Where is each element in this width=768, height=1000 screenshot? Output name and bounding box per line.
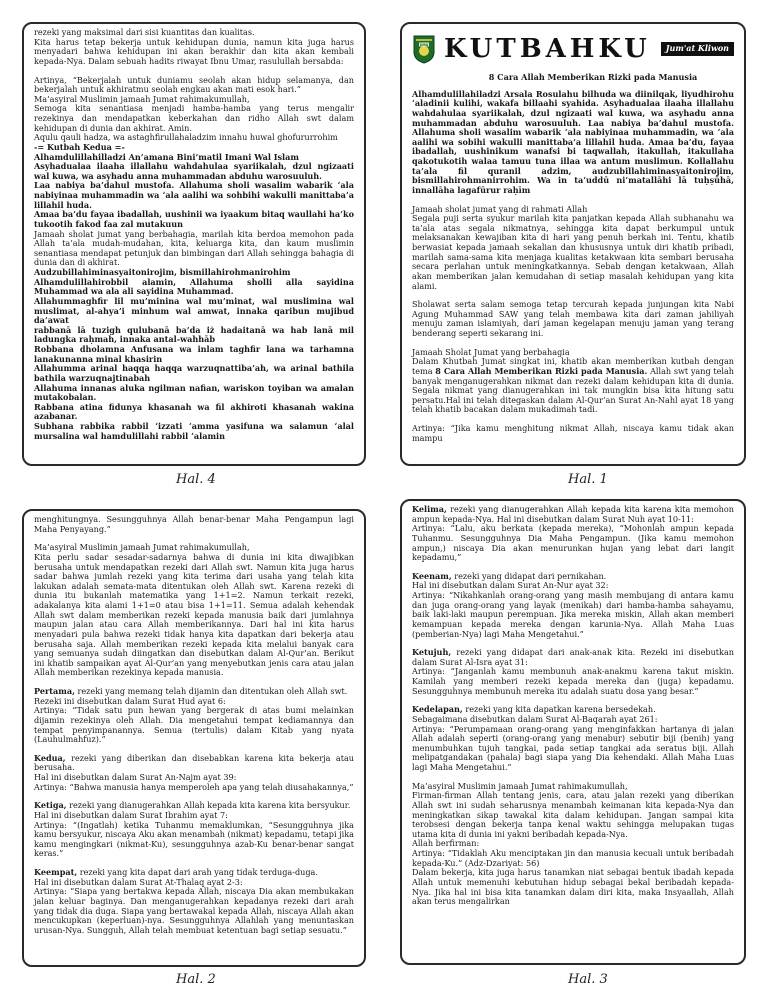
paragraph: Aqulu qauli hadza, wa astaghfirullahaladzim innahu huwal ghofururrohim (34, 132, 338, 143)
paragraph: Segala puji serta syukur marilah kita panjatkan kepada Allah subhanahu wa ta’ala atas segala nikmatnya, sehingga kita dapat berkumpul untuk melaksanakan kewajiban kita di hari yang penuh berkah ini. Tentu, khatib berwasiat kepada jamaah sekalian dan khususnya untuk diri khatib pribadi, marilah sama-sama kita menjaga kualitas ketakwaan kita sembari berusaha secara perlahan untuk meningkatkannya. Sebab dengan ketakwaan, Allah akan memberikan jalan kemudahan di setiap masalah kehidupan yang kita alami. (412, 213, 734, 291)
paragraph: Allahummaghfir lil mu’minina wal mu’minat, wal muslimina wal muslimat, al-ahya’i minhum wal amwat, innaka qaribun mujibud da’awat (34, 295, 354, 326)
paragraph: Artinya: “(Ingatlah) ketika Tuhanmu memaklumkan, “Sesungguhnya jika kamu bersyukur, niscaya Aku akan menambah (nikmat) kepadamu, tetapi jika kamu mengingkari (nikmat-Ku), sesungguhnya azab-Ku benar-benar sangat keras.” (34, 819, 354, 859)
paragraph: Hal ini disebutkan dalam Surat At-Thalaq ayat 2-3: (34, 876, 243, 887)
logo-text: SMA (419, 43, 429, 47)
page-content (34, 515, 354, 935)
paragraph: Firman-firman Allah tentang jenis, cara, atau jalan rezeki yang diberikan Allah swt ini sudah seharusnya menambah keimanan kita kepada-Nya dan meningkatkan sikap tawakal kita dalam kehidupan. Jangan sampai kita terobsesi dengan bekerja tanpa kenal waktu sehingga melupakan tugas utama kita di dunia ini yakni beribadah kepada-Nya. (412, 790, 734, 839)
paragraph: Kita harus tetap bekerja untuk kehidupan dunia, namun kita juga harus menyadari bahwa kehidupan ini akan berakhir dan kita akan kembali kepada-Nya. Dalam sebuah hadits riwayat Ibnu Umar, rasulullah bersabda: (34, 36, 354, 66)
paragraph: Semoga kita senantiasa menjadi hamba-hamba yang terus mengalir rezekinya dan mendapatkan keberkahan dan ridho Allah swt dalam kehidupan di dunia dan akhirat. Amin. (34, 103, 354, 133)
paragraph: Subhana rabbika rabbil ‘izzati ‘amma yasifuna wa salamun ‘alal mursalina wal hamdulillahi rabbil ‘alamin (34, 421, 354, 441)
paragraph: Allahumma arinal haqqa haqqa warzuqnattiba’ah, wa arinal bathila bathila warzuqnajtinabah (34, 363, 354, 383)
paragraph: Sebagaimana disebutkan dalam Surat Al-Baqarah ayat 261: (412, 713, 658, 724)
bold-text: Kelima, (412, 504, 447, 514)
paragraph: rabbanā lā tuzigh qulubanā ba’da iż hadaitanā wa hab lanā mil ladungka raḥmah, innaka antal-wahhāb (34, 324, 354, 345)
page-number-hal-4: Hal. 4 (176, 472, 216, 487)
paragraph: menghitungnya. Sesungguhnya Allah benar-benar Maha Pengampun lagi Maha Penyayang.” (34, 514, 354, 534)
paragraph: Jamaah sholat jumat yang berbahagia, marilah kita berdoa memohon pada Allah ta’ala mudah-mudahan, kita, keluarga kita, dan kaum muslimin senantiasa mendapat petunjuk dan bimbingan dari Allah sehingga bahagia di dunia dan di akhirat. (34, 228, 354, 268)
school-logo-icon (412, 34, 436, 64)
paragraph: Artinya: “Jika kamu menghitung nikmat Allah, niscaya kamu tidak akan mampu (412, 423, 734, 443)
masthead (412, 29, 734, 69)
paragraph: Asyhadualaa ilaaha illallahu wahdahulaa syariikalah, dzul ngizaati wal kuwa, wa asyhadu anna muhammadan abduhu warosuuluh. (34, 161, 354, 181)
text-run: Dalam Khutbah Jumat singkat ini, khatib akan memberikan kutbah dengan tema (412, 356, 734, 376)
sermon-theme-title: 8 Cara Allah Memberikan Rizki pada Manusia (488, 72, 698, 82)
paragraph: Ma’asyiral Muslimin jamaah Jumat rahimakumullah, (34, 542, 250, 553)
paragraph: Artinya: “Lalu, aku berkata (kepada mereka), “Mohonlah ampun kepada Tuhanmu. Sesungguhnya Dia Maha Pengampun. (Jika kamu memohon ampun,) niscaya Dia akan menurunkan hujan yang lebat dari langit kepadamu,” (412, 523, 734, 563)
bold-text: Keempat, (34, 867, 78, 877)
paragraph: Artinya: “Siapa yang bertakwa kepada Allah, niscaya Dia akan membukakan jalan keluar baginya. Dan menganugerahkan kepadanya rezeki dari arah yang tidak dia duga. Siapa yang bertawakal kepada Allah, niscaya Allah akan mencukupkan (keperluan)-nya. Sesungguhnya Allahlah yang menuntaskan urusan-Nya. Sungguh, Allah telah membuat ketentuan bagi setiap sesuatu.” (34, 886, 354, 935)
paragraph: Alhamdulillahirobbil alamin, Allahuma sholli alla sayidina Muhammad wa ala ali sayidina Muhammad. (34, 276, 354, 297)
paragraph: Audzubillahiminasyaitonirojim, bismillahirohmanirohim (34, 267, 291, 277)
paragraph: Alhamdulillahilladzi An’amana Bini’matil Imani Wal Islam (34, 151, 299, 162)
paragraph: Artinya: “Tidak satu pun hewan yang bergerak di atas bumi melainkan dijamin rezekinya oleh Allah. Dia mengetahui tempat kediamannya dan tempat penyimpanannya. Semua (tertulis) dalam Kitab yang nyata (Lauhulmahfuz).” (34, 705, 354, 745)
text-run: rezeki yang didapat dari pernikahan. (451, 570, 607, 581)
paragraph: Artinya, “Bekerjalah untuk duniamu seolah akan hidup selamanya, dan bekerjalah untuk akhiratmu seolah engkau akan mati esok hari.” (34, 74, 354, 95)
text-run: rezeki yang dianugerahkan Allah kepada kita karena kita memohon ampun kepada-Nya. Hal ini disebutkan dalam Surat Nuh ayat 10-11: (412, 504, 734, 524)
bold-text: Ketiga, (34, 800, 67, 811)
text-run: rezeki yang dianugerahkan Allah kepada kita karena kita bersyukur. (66, 800, 351, 811)
text-run: rezeki yang kita dapat dari arah yang tidak terduga-duga. (77, 867, 318, 877)
page-hal-2 (22, 509, 366, 967)
text-run: rezeki yang kita dapatkan karena bersedekah. (462, 704, 656, 715)
page-content (34, 28, 354, 441)
paragraph: Ma’asyiral Muslimin jamaah Jumat rahimakumullah, (412, 780, 628, 791)
text-run: rezeki yang didapat dari anak-anak kita. Rezeki ini disebutkan dalam Surat Al-Isra ayat 31: (412, 647, 734, 667)
paragraph: Rabbana atina fidunya khasanah wa fil akhiroti khasanah wakina azabanar. (34, 401, 354, 422)
paragraph: Amaa ba’du fayaa ibadallah, uushinii wa iyaakum bitaq waullahi ha’ko tukootih fakod faa zal mutakuun (34, 209, 354, 229)
day-badge: Jum'at Kliwon (661, 42, 734, 56)
text-run: rezeki yang memang telah dijamin dan ditentukan oleh Allah swt. (74, 686, 348, 696)
bold-text: Kedelapan, (412, 704, 463, 715)
page-number-hal-1: Hal. 1 (568, 472, 608, 487)
paragraph: -= Kutbah Kedua =- (34, 141, 125, 152)
page-content (412, 505, 734, 907)
page-number-hal-3: Hal. 3 (568, 972, 608, 987)
bold-text: 8 Cara Allah Memberikan Rizki pada Manusia. (435, 365, 648, 376)
paragraph: Laa nabiya ba’dahul mustofa. Allahuma sholi wasalim wabarik ‘ala nabiyinaa muhammadin wa ‘ala aalihi wa sohbihi wakulli manittaba’a lillahil huda. (34, 180, 354, 210)
paragraph (34, 754, 354, 773)
text-run: rezeki yang diberikan dan disebabkan karena kita bekerja atau berusaha. (34, 752, 354, 773)
paragraph (412, 357, 734, 415)
paragraph: Artinya: “Nikahkanlah orang-orang yang masih membujang di antara kamu dan juga orang-orang yang layak (menikah) dari hamba-hamba sahayamu, baik laki-laki maupun perempuan. Jika mereka miskin, Allah akan memberi kemampuan kepada mereka dengan karunia-Nya. Allah Maha Luas (pemberian-Nya) lagi Maha Mengetahui.” (412, 590, 734, 639)
page-content (412, 90, 734, 444)
paragraph: Ma’asyiral Muslimin jamaah Jumat rahimakumullah, (34, 93, 250, 104)
page-number-hal-2: Hal. 2 (176, 972, 216, 987)
paragraph (412, 648, 734, 667)
text-run: Allah swt yang telah banyak menganugerahkan nikmat dan rezeki dalam kehidupan kita di dunia. Segala nikmat yang dianugerahkan ini tak mungkin bisa kita hitung satu persatu.Hal ini telah ditegaskan dalam Al-Qur’an Surat An-Nahl ayat 18 yang telah khatib bacakan dalam mukadimah tadi. (412, 365, 734, 415)
paragraph (412, 505, 734, 524)
paragraph: Rezeki ini disebutkan dalam Surat Hud ayat 6: (34, 695, 226, 706)
paragraph: Robbana dholamna Anfusana wa inlam taghfir lana wa tarhamna lanakunanna minal khasirin (34, 344, 354, 364)
paragraph: Alhamdulillahiladzi Arsala Rosulahu bilhuda wa diinilqak, liyudhirohu ‘aladinii kulihi, wakafa billaahi syahida. Asyhadualaa ilaaha illallahu wahdahulaa syariikalah, dzul ngizaati wal kuwa, wa asyhadu anna muhammadan abduhu warosuuluh. Laa nabiya ba’dahul mustofa. Allahuma sholi wasalim wabarik ‘ala nabiyinaa muhammadin, wa ‘ala aalihi wa sobihi wakulli manittaba’a lillahil huda. Amaa ba’du, fayaa ibadallah, uushinikum wanafsi bi taqwallah, itakullah, itakullaha qakotukotih walaa tamuu tuna illaa wa antum muslimun. Kollallahu ta’ala fil quranil adzim, audzubillahiminasyaitonirojim, bismillahirohmanirrohim. Wa in ta‘uddū ni‘matallāhi lā tuḥṣūhā, innallāha lagafūrur raḥīm (412, 88, 734, 195)
paragraph: Sholawat serta salam semoga tetap tercurah kepada junjungan kita Nabi Agung Muhammad SAW yang telah membawa kita dari zaman jahiliyah menuju zaman islamiyah, dari jaman kegelapan menuju jaman yang terang benderang seperti sekarang ini. (412, 299, 734, 338)
paragraph: Allah berfirman: (412, 838, 480, 849)
paragraph: rezeki yang maksimal dari sisi kuantitas dan kualitas. (34, 27, 255, 37)
paragraph: Dalam bekerja, kita juga harus tanamkan niat sebagai bentuk ibadah kepada Allah untuk memenuhi kebutuhan hidup sebagai bekal beribadah kepada-Nya. Jika hal ini bisa kita tanamkan dalam diri kita, maka Insyaallah, Allah akan terus mengalirkan (412, 867, 734, 907)
paragraph: Artinya: “Janganlah kamu membunuh anak-anakmu karena takut miskin. Kamilah yang memberi rezeki kepada mereka dan (juga) kepadamu. Sesungguhnya membunuh mereka itu adalah suatu dosa yang besar.” (412, 666, 734, 696)
bold-text: Ketujuh, (412, 647, 452, 658)
paragraph: Hal ini disebutkan dalam Surat An-Najm ayat 39: (34, 772, 237, 782)
bold-text: Kedua, (34, 752, 66, 763)
page-hal-3 (400, 499, 746, 965)
page-hal-1 (400, 22, 746, 466)
paragraph: Allahuma innanas aluka ngilman nafian, wariskon toyiban wa amalan mutakobalan. (34, 382, 354, 403)
paragraph: Hal ini disebutkan dalam Surat Ibrahim ayat 7: (34, 809, 228, 820)
paragraph: Jamaah Sholat Jumat yang berbahagia (412, 346, 570, 357)
bold-text: Pertama, (34, 686, 75, 696)
paragraph: Artinya: “Perumpamaan orang-orang yang menginfakkan hartanya di jalan Allah adalah seperti (orang-orang yang menabur) sebutir biji (benih) yang menumbuhkan tujuh tangkai, pada setiap tangkai ada seratus biji. Allah melipatgandakan (pahala) bagi siapa yang Dia kehendaki. Allah Maha Luas lagi Maha Mengetahui.” (412, 723, 734, 772)
paragraph: Artinya: “Bahwa manusia hanya memperoleh apa yang telah diusahakannya,” (34, 781, 354, 792)
paragraph: Kita perlu sadar sesadar-sadarnya bahwa di dunia ini kita diwajibkan berusaha untuk mendapatkan rezeki dari Allah swt. Namun kita juga harus sadar bahwa jumlah rezeki yang kita terima dari usaha yang telah kita lakukan adalah semata-mata ditentukan oleh Allah swt. Karena rezeki di dunia itu bukanlah matematika yang 1+1=2. Namun terkait rezeki, adakalanya kita alami 1+1=0 atau bisa 1+1=11. Semua adalah kehendak Allah swt dalam memberikan rezeki kepada manusia baik dari jumlahnya maupun jalan atau cara Allah memberikannya. Dari hal ini kita harus menyadari pula bahwa rezeki tidak hanya kita dapatkan dari bekerja atau berusaha saja. Allah memberikan rezeki kepada kita melalui banyak cara yang semuanya sudah diingatkan dan disebutkan dalam Al-Qur’an. Berikut ini khatib sampaikan ayat Al-Qur’an yang menyebutkan jenis cara atau jalan Allah memberikan rezekinya kepada manusia. (34, 551, 354, 678)
paragraph: Hal ini disebutkan dalam Surat An-Nur ayat 32: (412, 580, 609, 591)
paragraph: Artinya: “Tidaklah Aku menciptakan jin dan manusia kecuali untuk beribadah kepada-Ku.” (Adz-Dzariyat: 56) (412, 848, 734, 868)
page-hal-4 (22, 22, 366, 466)
bulletin-title: KUTBAHKU (444, 33, 651, 64)
paragraph: Jamaah sholat jumat yang di rahmati Allah (412, 203, 588, 214)
bold-text: Keenam, (412, 570, 452, 581)
